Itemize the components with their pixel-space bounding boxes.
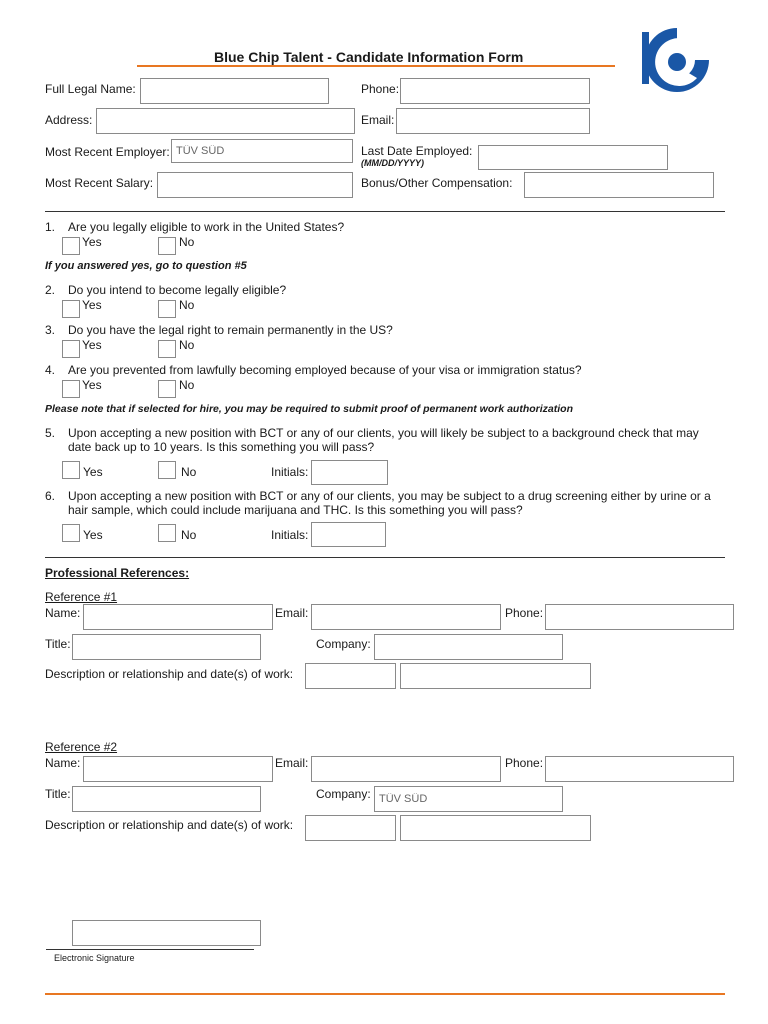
signature-label: Electronic Signature <box>54 953 135 963</box>
salary-field[interactable] <box>157 172 353 198</box>
ref2-heading: Reference #2 <box>45 740 118 754</box>
phone-field[interactable] <box>400 78 590 104</box>
q2-yes-label: Yes <box>82 298 102 312</box>
q1-yes-checkbox[interactable] <box>62 237 80 255</box>
footer-rule <box>45 993 725 995</box>
q5-no-label: No <box>181 465 197 479</box>
q5-no-checkbox[interactable] <box>158 461 176 479</box>
q6-yes-checkbox[interactable] <box>62 524 80 542</box>
ref2-title-field[interactable] <box>72 786 261 812</box>
question-text: Are you legally eligible to work in the United States? <box>68 220 345 234</box>
q1-no-label: No <box>179 235 195 249</box>
ref1-phone-label: Phone: <box>505 606 544 620</box>
last-date-field[interactable] <box>478 145 668 170</box>
ref1-name-label: Name: <box>45 606 81 620</box>
ref1-phone-field[interactable] <box>545 604 734 630</box>
q6-no-label: No <box>181 528 197 542</box>
ref2-phone-label: Phone: <box>505 756 544 770</box>
q6-initials-field[interactable] <box>311 522 386 547</box>
ref1-name-field[interactable] <box>83 604 273 630</box>
question-text: Do you intend to become legally eligible? <box>68 283 287 297</box>
q4-no-label: No <box>179 378 195 392</box>
salary-label: Most Recent Salary: <box>45 176 154 190</box>
ref2-description-label: Description or relationship and date(s) of work: <box>45 818 294 832</box>
last-date-label: Last Date Employed: <box>361 144 473 158</box>
question-1 <box>45 220 725 234</box>
q4-yes-label: Yes <box>82 378 102 392</box>
q5-yes-checkbox[interactable] <box>62 461 80 479</box>
ref1-company-label: Company: <box>316 637 371 651</box>
question-4 <box>45 363 725 377</box>
q5-yes-label: Yes <box>83 465 103 479</box>
question-text: Upon accepting a new position with BCT or any of our clients, you may be subject to a drug screening either by urine or a hair sample, which could include marijuana and THC. Is this something you will pass? <box>68 489 711 517</box>
ref2-phone-field[interactable] <box>545 756 734 782</box>
q4-no-checkbox[interactable] <box>158 380 176 398</box>
section-divider <box>45 557 725 558</box>
question-5 <box>45 426 725 454</box>
q6-initials-label: Initials: <box>271 528 309 542</box>
question-number: 6. <box>45 489 56 503</box>
full-name-label: Full Legal Name: <box>45 82 136 96</box>
bc-logo-icon <box>641 24 713 96</box>
ref1-title-label: Title: <box>45 637 71 651</box>
q1-no-checkbox[interactable] <box>158 237 176 255</box>
question-6 <box>45 489 725 517</box>
q1-note: If you answered yes, go to question #5 <box>45 260 247 272</box>
question-number: 1. <box>45 220 56 234</box>
q6-yes-label: Yes <box>83 528 103 542</box>
bonus-field[interactable] <box>524 172 714 198</box>
phone-label: Phone: <box>361 82 400 96</box>
question-number: 2. <box>45 283 56 297</box>
q3-no-checkbox[interactable] <box>158 340 176 358</box>
ref1-company-field[interactable] <box>374 634 563 660</box>
ref1-email-label: Email: <box>275 606 309 620</box>
ref1-heading: Reference #1 <box>45 590 118 604</box>
ref1-title-field[interactable] <box>72 634 261 660</box>
q3-no-label: No <box>179 338 195 352</box>
ref1-email-field[interactable] <box>311 604 501 630</box>
ref2-company-field[interactable] <box>374 786 563 812</box>
ref1-description-field[interactable] <box>400 663 591 689</box>
question-text: Upon accepting a new position with BCT or any of our clients, you will likely be subject to a background check that may date back up to 10 years. Is this something you will pass? <box>68 426 699 454</box>
ref2-description-field[interactable] <box>400 815 591 841</box>
section-divider <box>45 211 725 212</box>
address-label: Address: <box>45 113 93 127</box>
email-field[interactable] <box>396 108 590 134</box>
question-text: Do you have the legal right to remain permanently in the US? <box>68 323 393 337</box>
ref2-name-field[interactable] <box>83 756 273 782</box>
q4-note: Please note that if selected for hire, you may be required to submit proof of permanent work authorization <box>45 403 573 415</box>
title-underline <box>137 65 615 67</box>
bonus-label: Bonus/Other Compensation: <box>361 176 513 190</box>
question-3 <box>45 323 725 337</box>
email-label: Email: <box>361 113 395 127</box>
ref2-company-label: Company: <box>316 787 371 801</box>
question-number: 5. <box>45 426 56 440</box>
employer-label: Most Recent Employer: <box>45 145 170 159</box>
q3-yes-label: Yes <box>82 338 102 352</box>
q1-yes-label: Yes <box>82 235 102 249</box>
q2-no-label: No <box>179 298 195 312</box>
ref2-email-field[interactable] <box>311 756 501 782</box>
employer-field[interactable] <box>171 139 353 163</box>
question-text: Are you prevented from lawfully becoming employed because of your visa or immigration status? <box>68 363 582 377</box>
signature-line <box>46 949 254 950</box>
ref2-email-label: Email: <box>275 756 309 770</box>
question-number: 3. <box>45 323 56 337</box>
q2-no-checkbox[interactable] <box>158 300 176 318</box>
ref2-title-label: Title: <box>45 787 71 801</box>
references-title: Professional References: <box>45 566 190 580</box>
q6-no-checkbox[interactable] <box>158 524 176 542</box>
ref2-name-label: Name: <box>45 756 81 770</box>
signature-field[interactable] <box>72 920 261 946</box>
last-date-hint: (MM/DD/YYYY) <box>361 158 424 168</box>
ref1-description-label: Description or relationship and date(s) of work: <box>45 667 294 681</box>
ref1-dates-field[interactable] <box>305 663 396 689</box>
full-name-field[interactable] <box>140 78 329 104</box>
ref2-dates-field[interactable] <box>305 815 396 841</box>
question-number: 4. <box>45 363 56 377</box>
address-field[interactable] <box>96 108 355 134</box>
q5-initials-field[interactable] <box>311 460 388 485</box>
q5-initials-label: Initials: <box>271 465 309 479</box>
q4-yes-checkbox[interactable] <box>62 380 80 398</box>
form-title: Blue Chip Talent - Candidate Information Form <box>214 49 524 65</box>
q2-yes-checkbox[interactable] <box>62 300 80 318</box>
question-2 <box>45 283 725 297</box>
q3-yes-checkbox[interactable] <box>62 340 80 358</box>
